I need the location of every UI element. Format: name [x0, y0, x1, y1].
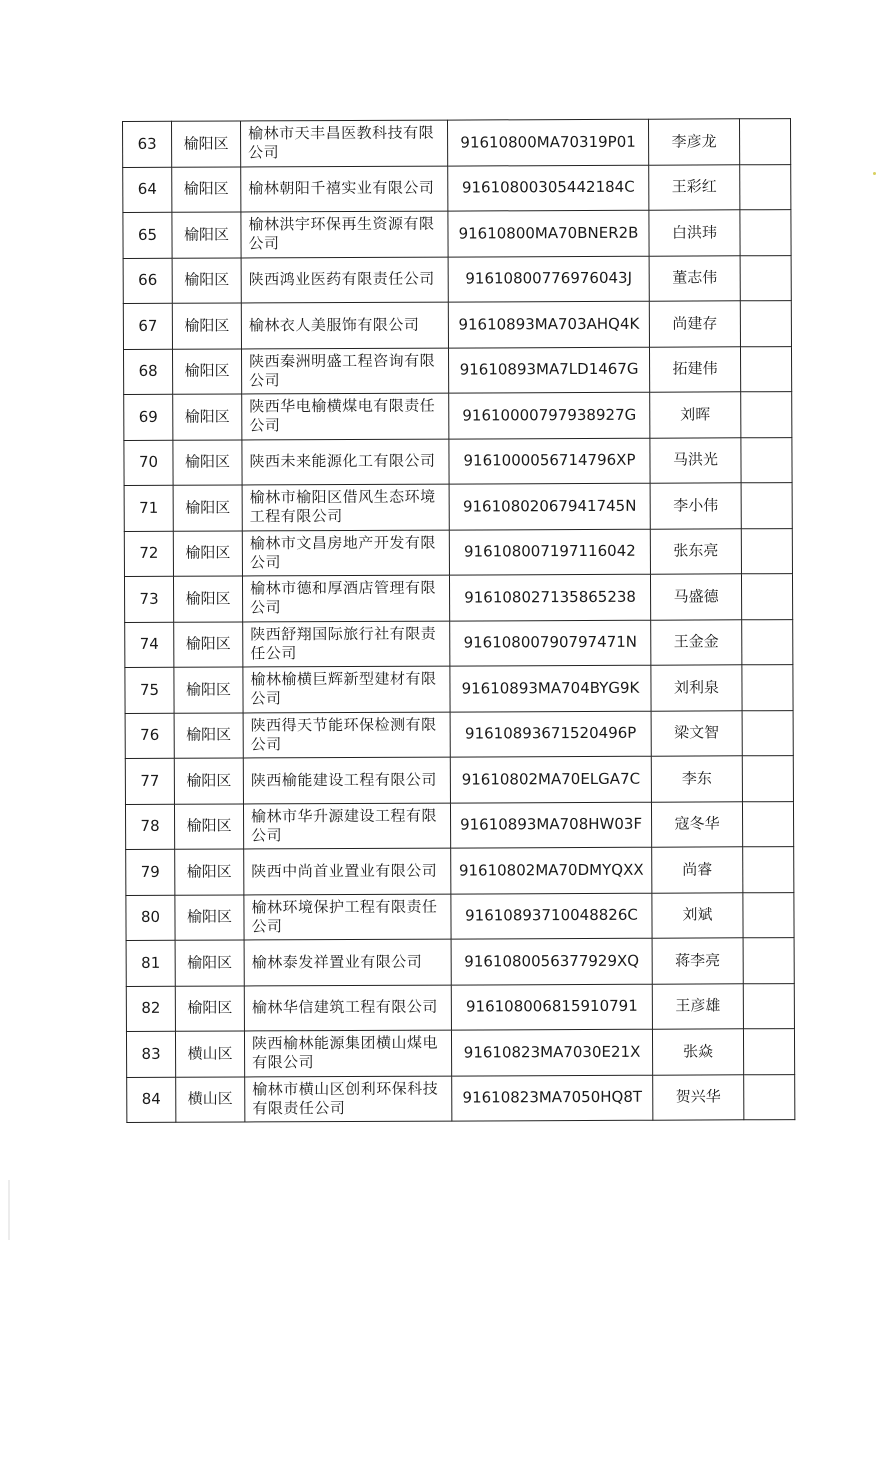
row-number-cell: 69 — [124, 394, 173, 440]
remarks-cell — [743, 1029, 794, 1075]
remarks-cell — [740, 255, 791, 301]
district-cell: 榆阳区 — [174, 667, 243, 713]
row-number-cell: 72 — [124, 531, 173, 577]
remarks-cell — [743, 847, 794, 893]
remarks-cell — [743, 983, 794, 1029]
credit-code-cell: 91610823MA7030E21X — [451, 1029, 652, 1075]
credit-code-cell: 91610800305442184C — [448, 165, 649, 211]
company-name-cell: 榆林衣人美服饰有限公司 — [241, 302, 448, 348]
legal-representative-cell: 张东亮 — [650, 528, 741, 574]
row-number-cell: 68 — [123, 349, 172, 395]
district-cell: 榆阳区 — [172, 121, 241, 167]
table-row — [123, 210, 791, 258]
legal-representative-cell: 王彦雄 — [652, 983, 743, 1029]
row-number-cell: 65 — [123, 212, 172, 258]
row-number-cell: 80 — [126, 895, 175, 941]
table-row — [124, 483, 792, 531]
legal-representative-cell: 董志伟 — [649, 255, 740, 301]
remarks-cell — [739, 119, 790, 165]
row-number-cell: 67 — [123, 303, 172, 349]
credit-code-cell: 9161080056377929XQ — [451, 938, 652, 984]
company-name-cell: 榆林市天丰昌医教科技有限公司 — [241, 120, 448, 166]
credit-code-cell: 91610802067941745N — [449, 483, 650, 529]
company-name-cell: 陕西华电榆横煤电有限责任公司 — [242, 393, 449, 439]
credit-code-cell: 91610000797938927G — [449, 392, 650, 438]
credit-code-cell: 91610893710048826C — [451, 893, 652, 939]
company-name-cell: 陕西榆林能源集团横山煤电有限公司 — [244, 1030, 451, 1076]
legal-representative-cell: 马洪光 — [650, 437, 741, 483]
company-name-cell: 榆林市德和厚酒店管理有限公司 — [242, 575, 449, 621]
credit-code-cell: 91610893MA708HW03F — [450, 802, 651, 848]
table-row — [123, 255, 791, 303]
credit-code-cell: 91610893MA703AHQ4K — [448, 301, 649, 347]
row-number-cell: 64 — [123, 167, 172, 213]
legal-representative-cell: 张焱 — [652, 1029, 743, 1075]
company-name-cell: 榆林市横山区创利环保科技有限责任公司 — [245, 1076, 452, 1122]
company-name-cell: 榆林市华升源建设工程有限公司 — [243, 803, 450, 849]
company-name-cell: 陕西鸿业医药有限责任公司 — [241, 257, 448, 303]
remarks-cell — [741, 437, 792, 483]
district-cell: 榆阳区 — [175, 894, 244, 940]
credit-code-cell: 91610800776976043J — [448, 256, 649, 302]
remarks-cell — [744, 1074, 795, 1120]
credit-code-cell: 91610800790797471N — [450, 620, 651, 666]
table-row — [127, 1074, 795, 1122]
district-cell: 榆阳区 — [172, 166, 241, 212]
credit-code-cell: 91610893671520496P — [450, 711, 651, 757]
row-number-cell: 82 — [126, 986, 175, 1032]
district-cell: 横山区 — [175, 1031, 244, 1077]
remarks-cell — [741, 528, 792, 574]
remarks-cell — [741, 483, 792, 529]
legal-representative-cell: 李小伟 — [650, 483, 741, 529]
scan-edge-mark — [8, 1180, 10, 1240]
legal-representative-cell: 李彦龙 — [648, 119, 739, 165]
company-table-body — [123, 119, 795, 1123]
remarks-cell — [742, 619, 793, 665]
remarks-cell — [740, 301, 791, 347]
company-name-cell: 陕西得天节能环保检测有限公司 — [243, 712, 450, 758]
district-cell: 榆阳区 — [173, 530, 242, 576]
table-row — [125, 756, 793, 804]
table-row — [123, 164, 791, 212]
remarks-cell — [743, 892, 794, 938]
credit-code-cell: 91610800MA70319P01 — [447, 119, 648, 165]
table-row — [123, 301, 791, 349]
remarks-cell — [740, 210, 791, 256]
table-row — [126, 983, 794, 1031]
credit-code-cell: 91610893MA7LD1467G — [448, 347, 649, 393]
table-row — [125, 801, 793, 849]
table-row — [125, 619, 793, 667]
district-cell: 榆阳区 — [174, 712, 243, 758]
legal-representative-cell: 蒋李亮 — [652, 938, 743, 984]
district-cell: 横山区 — [176, 1076, 245, 1122]
district-cell: 榆阳区 — [174, 803, 243, 849]
district-cell: 榆阳区 — [175, 985, 244, 1031]
table-row — [124, 574, 792, 622]
district-cell: 榆阳区 — [173, 439, 242, 485]
legal-representative-cell: 贺兴华 — [653, 1074, 744, 1120]
district-cell: 榆阳区 — [173, 394, 242, 440]
remarks-cell — [742, 756, 793, 802]
legal-representative-cell: 刘斌 — [652, 892, 743, 938]
company-name-cell: 陕西秦洲明盛工程咨询有限公司 — [241, 348, 448, 394]
legal-representative-cell: 尚建存 — [649, 301, 740, 347]
company-name-cell: 榆林榆横巨辉新型建材有限公司 — [243, 666, 450, 712]
row-number-cell: 70 — [124, 440, 173, 486]
company-name-cell: 陕西舒翔国际旅行社有限责任公司 — [243, 621, 450, 667]
row-number-cell: 75 — [125, 667, 174, 713]
company-name-cell: 陕西中尚首业置业有限公司 — [244, 848, 451, 894]
remarks-cell — [742, 665, 793, 711]
legal-representative-cell: 刘利泉 — [651, 665, 742, 711]
company-name-cell: 榆林洪宇环保再生资源有限公司 — [241, 211, 448, 257]
row-number-cell: 66 — [123, 258, 172, 304]
row-number-cell: 71 — [124, 485, 173, 531]
remarks-cell — [743, 938, 794, 984]
table-row — [124, 392, 792, 440]
table-row — [126, 892, 794, 940]
legal-representative-cell: 寇冬华 — [651, 801, 742, 847]
district-cell: 榆阳区 — [172, 212, 241, 258]
scan-speck — [873, 172, 876, 175]
credit-code-cell: 91610800MA70BNER2B — [448, 210, 649, 256]
row-number-cell: 77 — [125, 758, 174, 804]
district-cell: 榆阳区 — [174, 621, 243, 667]
table-row — [123, 119, 791, 167]
legal-representative-cell: 梁文智 — [651, 710, 742, 756]
row-number-cell: 73 — [124, 576, 173, 622]
row-number-cell: 83 — [126, 1031, 175, 1077]
remarks-cell — [740, 164, 791, 210]
district-cell: 榆阳区 — [175, 849, 244, 895]
legal-representative-cell: 尚睿 — [652, 847, 743, 893]
district-cell: 榆阳区 — [172, 303, 241, 349]
row-number-cell: 76 — [125, 713, 174, 759]
row-number-cell: 74 — [125, 622, 174, 668]
company-name-cell: 榆林朝阳千禧实业有限公司 — [241, 166, 448, 212]
row-number-cell: 84 — [127, 1077, 176, 1123]
legal-representative-cell: 白洪玮 — [649, 210, 740, 256]
row-number-cell: 81 — [126, 940, 175, 986]
row-number-cell: 79 — [126, 849, 175, 895]
row-number-cell: 78 — [125, 804, 174, 850]
credit-code-cell: 91610802MA70ELGA7C — [450, 756, 651, 802]
district-cell: 榆阳区 — [175, 940, 244, 986]
legal-representative-cell: 拓建伟 — [649, 346, 740, 392]
table-row — [126, 1029, 794, 1077]
district-cell: 榆阳区 — [173, 576, 242, 622]
remarks-cell — [741, 392, 792, 438]
company-name-cell: 陕西未来能源化工有限公司 — [242, 439, 449, 485]
district-cell: 榆阳区 — [172, 257, 241, 303]
district-cell: 榆阳区 — [172, 348, 241, 394]
table-row — [124, 528, 792, 576]
credit-code-cell: 916108006815910791 — [451, 984, 652, 1030]
district-cell: 榆阳区 — [174, 758, 243, 804]
credit-code-cell: 91610802MA70DMYQXX — [451, 847, 652, 893]
company-name-cell: 榆林市文昌房地产开发有限公司 — [242, 530, 449, 576]
credit-code-cell: 91610893MA704BYG9K — [450, 665, 651, 711]
table-row — [124, 437, 792, 485]
remarks-cell — [740, 346, 791, 392]
company-name-cell: 陕西榆能建设工程有限公司 — [243, 757, 450, 803]
legal-representative-cell: 王金金 — [651, 619, 742, 665]
company-name-cell: 榆林市榆阳区借风生态环境工程有限公司 — [242, 484, 449, 530]
legal-representative-cell: 王彩红 — [649, 164, 740, 210]
remarks-cell — [742, 801, 793, 847]
table-row — [126, 847, 794, 895]
legal-representative-cell: 马盛德 — [650, 574, 741, 620]
credit-code-cell: 916108027135865238 — [449, 574, 650, 620]
credit-code-cell: 916108007197116042 — [449, 529, 650, 575]
district-cell: 榆阳区 — [173, 485, 242, 531]
company-name-cell: 榆林泰发祥置业有限公司 — [244, 939, 451, 985]
credit-code-cell: 91610823MA7050HQ8T — [452, 1075, 653, 1121]
legal-representative-cell: 刘晖 — [650, 392, 741, 438]
table-row — [126, 938, 794, 986]
company-name-cell: 榆林环境保护工程有限责任公司 — [244, 894, 451, 940]
table-row — [125, 665, 793, 713]
table-row — [123, 346, 791, 394]
remarks-cell — [742, 710, 793, 756]
company-table — [122, 118, 795, 1123]
company-name-cell: 榆林华信建筑工程有限公司 — [244, 985, 451, 1031]
row-number-cell: 63 — [123, 121, 172, 167]
credit-code-cell: 9161000056714796XP — [449, 438, 650, 484]
table-row — [125, 710, 793, 758]
legal-representative-cell: 李东 — [651, 756, 742, 802]
remarks-cell — [741, 574, 792, 620]
